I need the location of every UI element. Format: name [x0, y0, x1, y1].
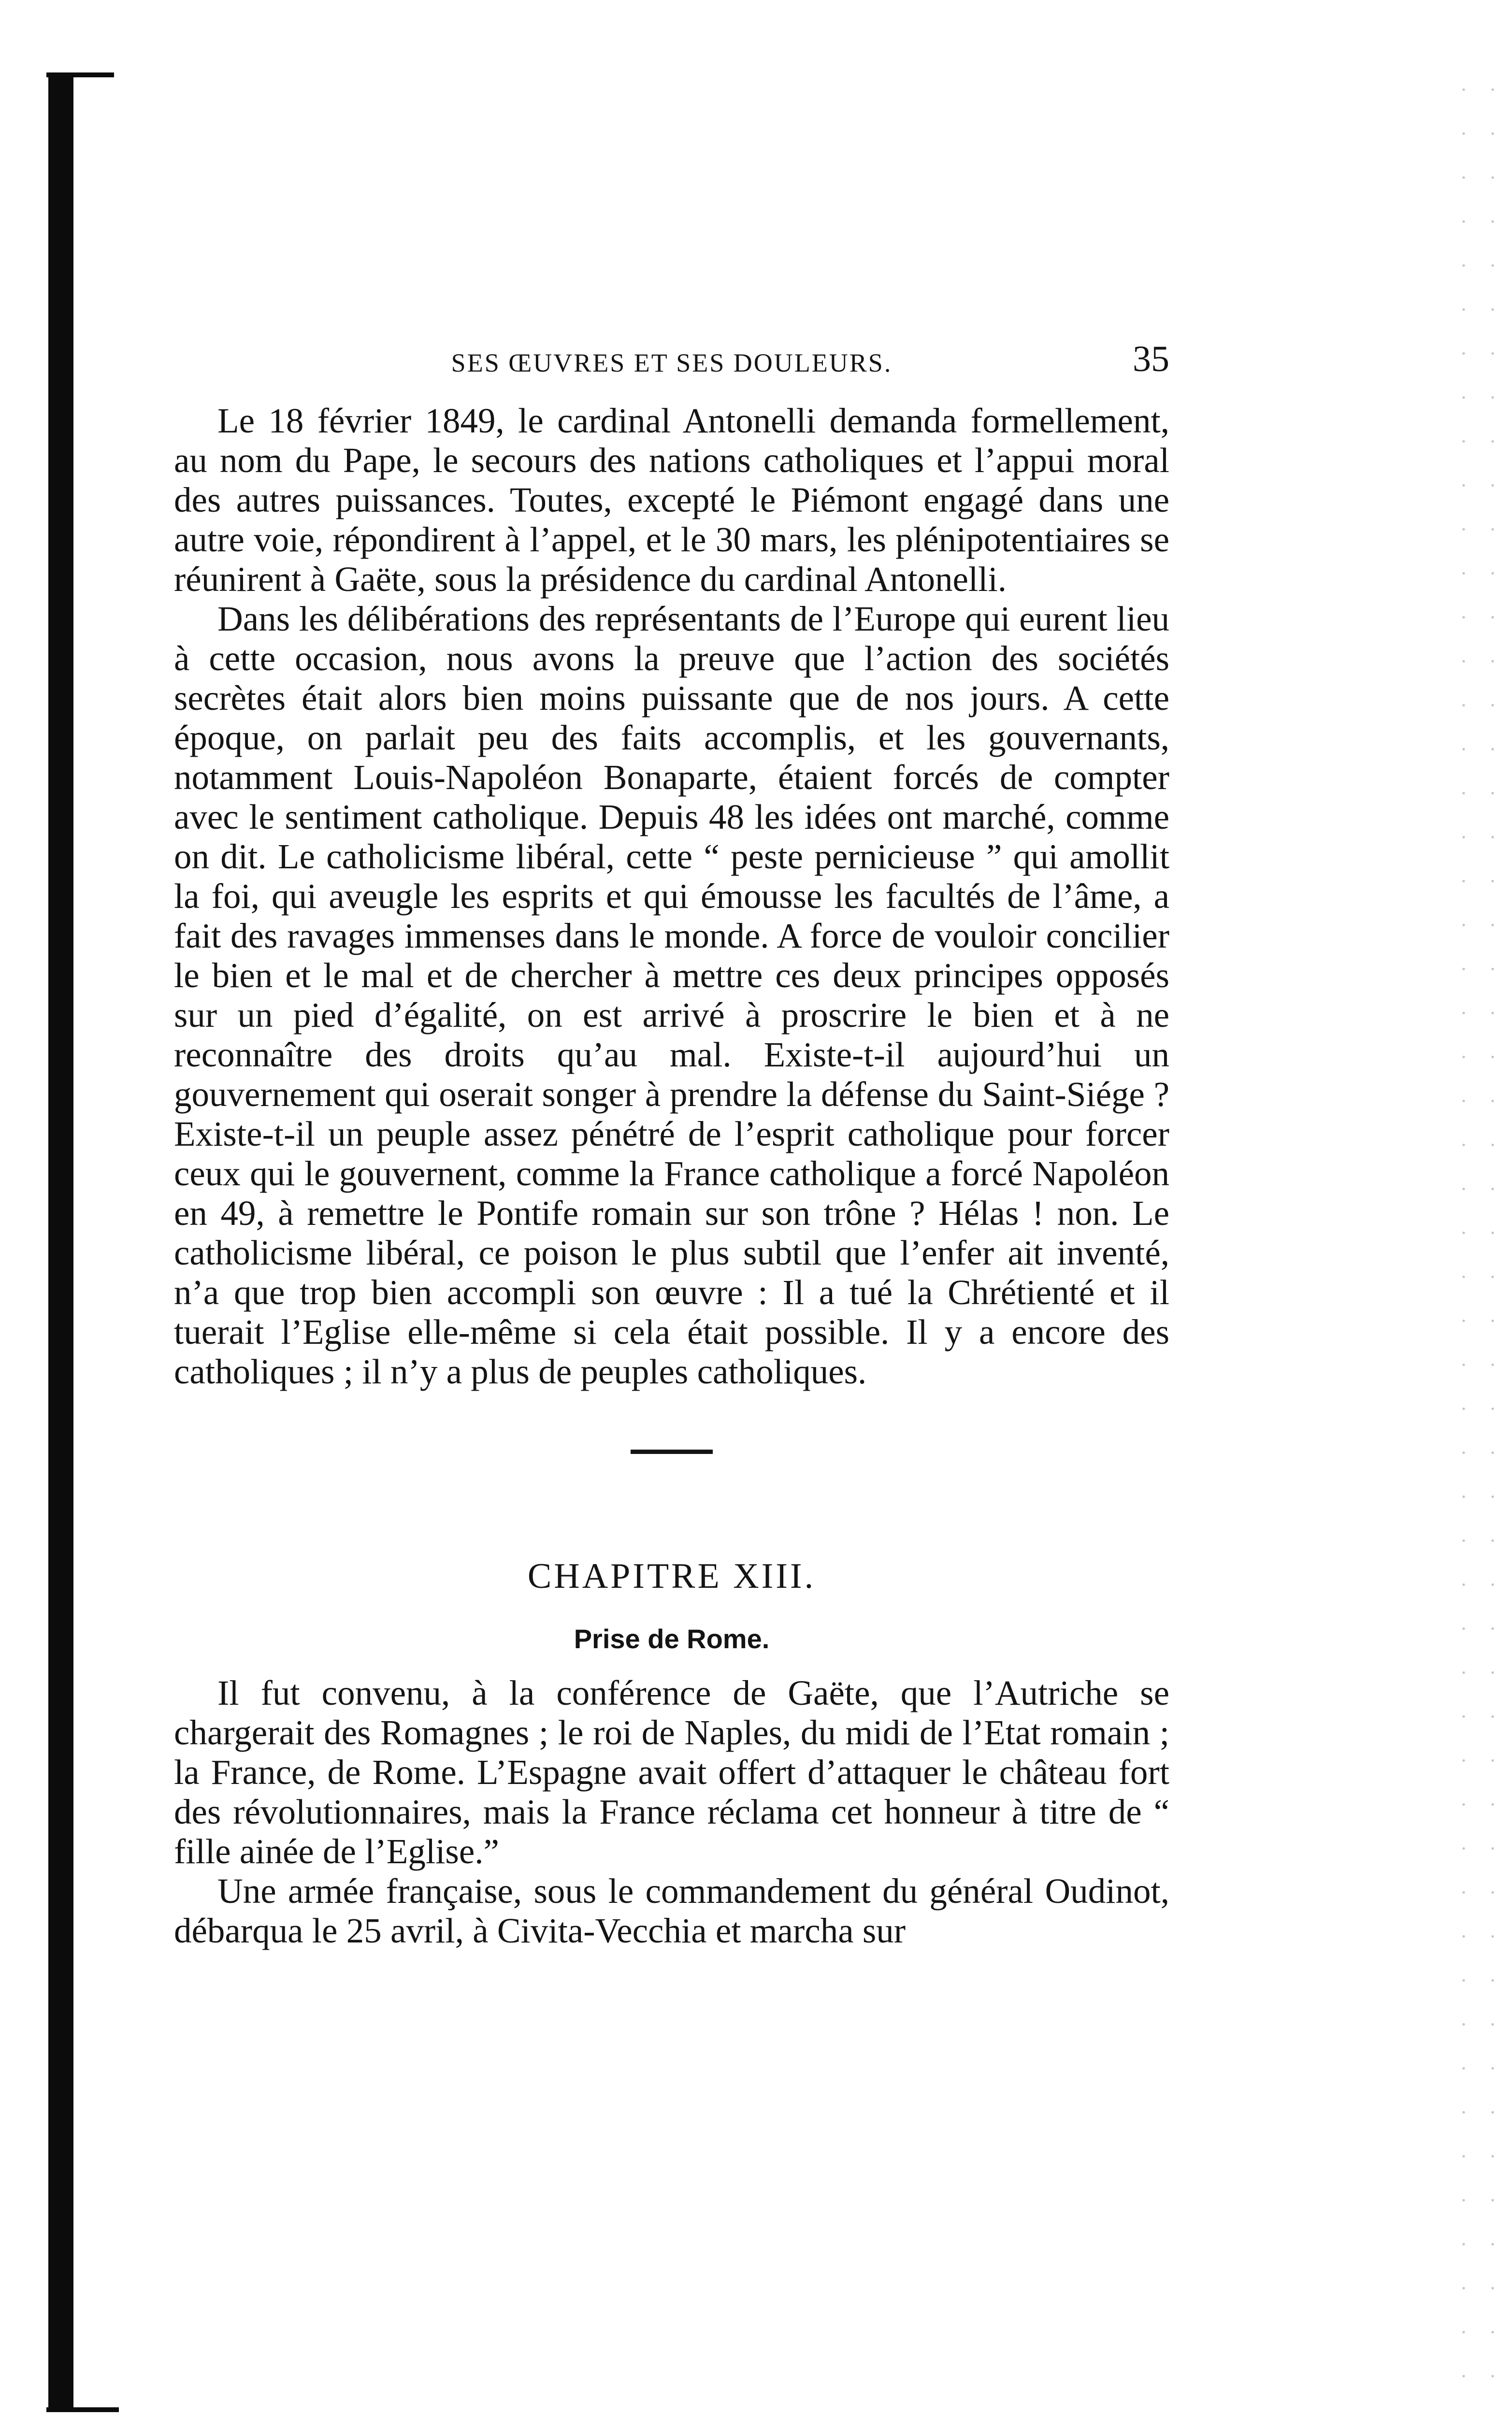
chapter-paragraph-1: Il fut convenu, à la conférence de Gaëte, que l’Autriche se chargerait des Romagnes ; le roi de Naples, du midi de l’Etat romain ; la France, de Rome. L’Espagne avait offert d’attaquer le château fort des révolutionnaires, mais la France réclama cet honneur à titre de “ fille ainée de l’Eglise.” [174, 1673, 1169, 1871]
spine-top-edge [46, 72, 114, 77]
book-page [174, 338, 1169, 1951]
paragraph-1: Le 18 février 1849, le cardinal Antonelli demanda formellement, au nom du Pape, le secours des nations catholiques et l’appui moral des autres puissances. Toutes, excepté le Piémont engagé dans une autre voie, répondirent à l’appel, et le 30 mars, les plénipotentiaires se réunirent à Gaëte, sous la présidence du cardinal Antonelli. [174, 401, 1169, 599]
chapter-paragraph-2: Une armée française, sous le commandement du général Oudinot, débarqua le 25 avril, à Civita-Vecchia et marcha sur [174, 1871, 1169, 1950]
book-spine-shadow [48, 72, 73, 2411]
paragraph-2: Dans les délibérations des représentants de l’Europe qui eurent lieu à cette occasion, nous avons la preuve que l’action des sociétés secrètes était alors bien moins puissante que de nos jours. A cette époque, on parlait peu des faits accomplis, et les gouvernants, notamment Louis-Napoléon Bonaparte, étaient forcés de compter avec le sentiment catholique. Depuis 48 les idées ont marché, comme on dit. Le catholicisme libéral, cette “ peste pernicieuse ” qui amollit la foi, qui aveugle les esprits et qui émousse les facultés de l’âme, a fait des ravages immenses dans le monde. A force de vouloir concilier le bien et le mal et de chercher à mettre ces deux principes opposés sur un pied d’égalité, on est arrivé à proscrire le bien et à ne reconnaître des droits qu’au mal. Existe-t-il aujourd’hui un gouvernement qui oserait songer à prendre la défense du Saint-Siége ? Existe-t-il un peuple assez pénétré de l’esprit catholique pour forcer ceux qui le gouvernent, comme la France catholique a forcé Napoléon en 49, à remettre le Pontife romain sur son trône ? Hélas ! non. Le catholicisme libéral, ce poison le plus subtil que l’enfer ait inventé, n’a que trop bien accompli son œuvre : Il a tué la Chrétienté et il tuerait l’Eglise elle-même si cela était possible. Il y a encore des catholiques ; il n’y a plus de peuples catholiques. [174, 599, 1169, 1391]
running-head-title: SES ŒUVRES ET SES DOULEURS. [451, 348, 893, 377]
spine-bottom-edge [46, 2407, 119, 2412]
running-head [174, 338, 1169, 387]
section-title: Prise de Rome. [574, 1624, 770, 1654]
section-separator-rule [631, 1450, 713, 1454]
page-number: 35 [1133, 339, 1169, 379]
page-edge-specks [1449, 68, 1502, 2416]
chapter-title: CHAPITRE XIII. [527, 1556, 816, 1596]
